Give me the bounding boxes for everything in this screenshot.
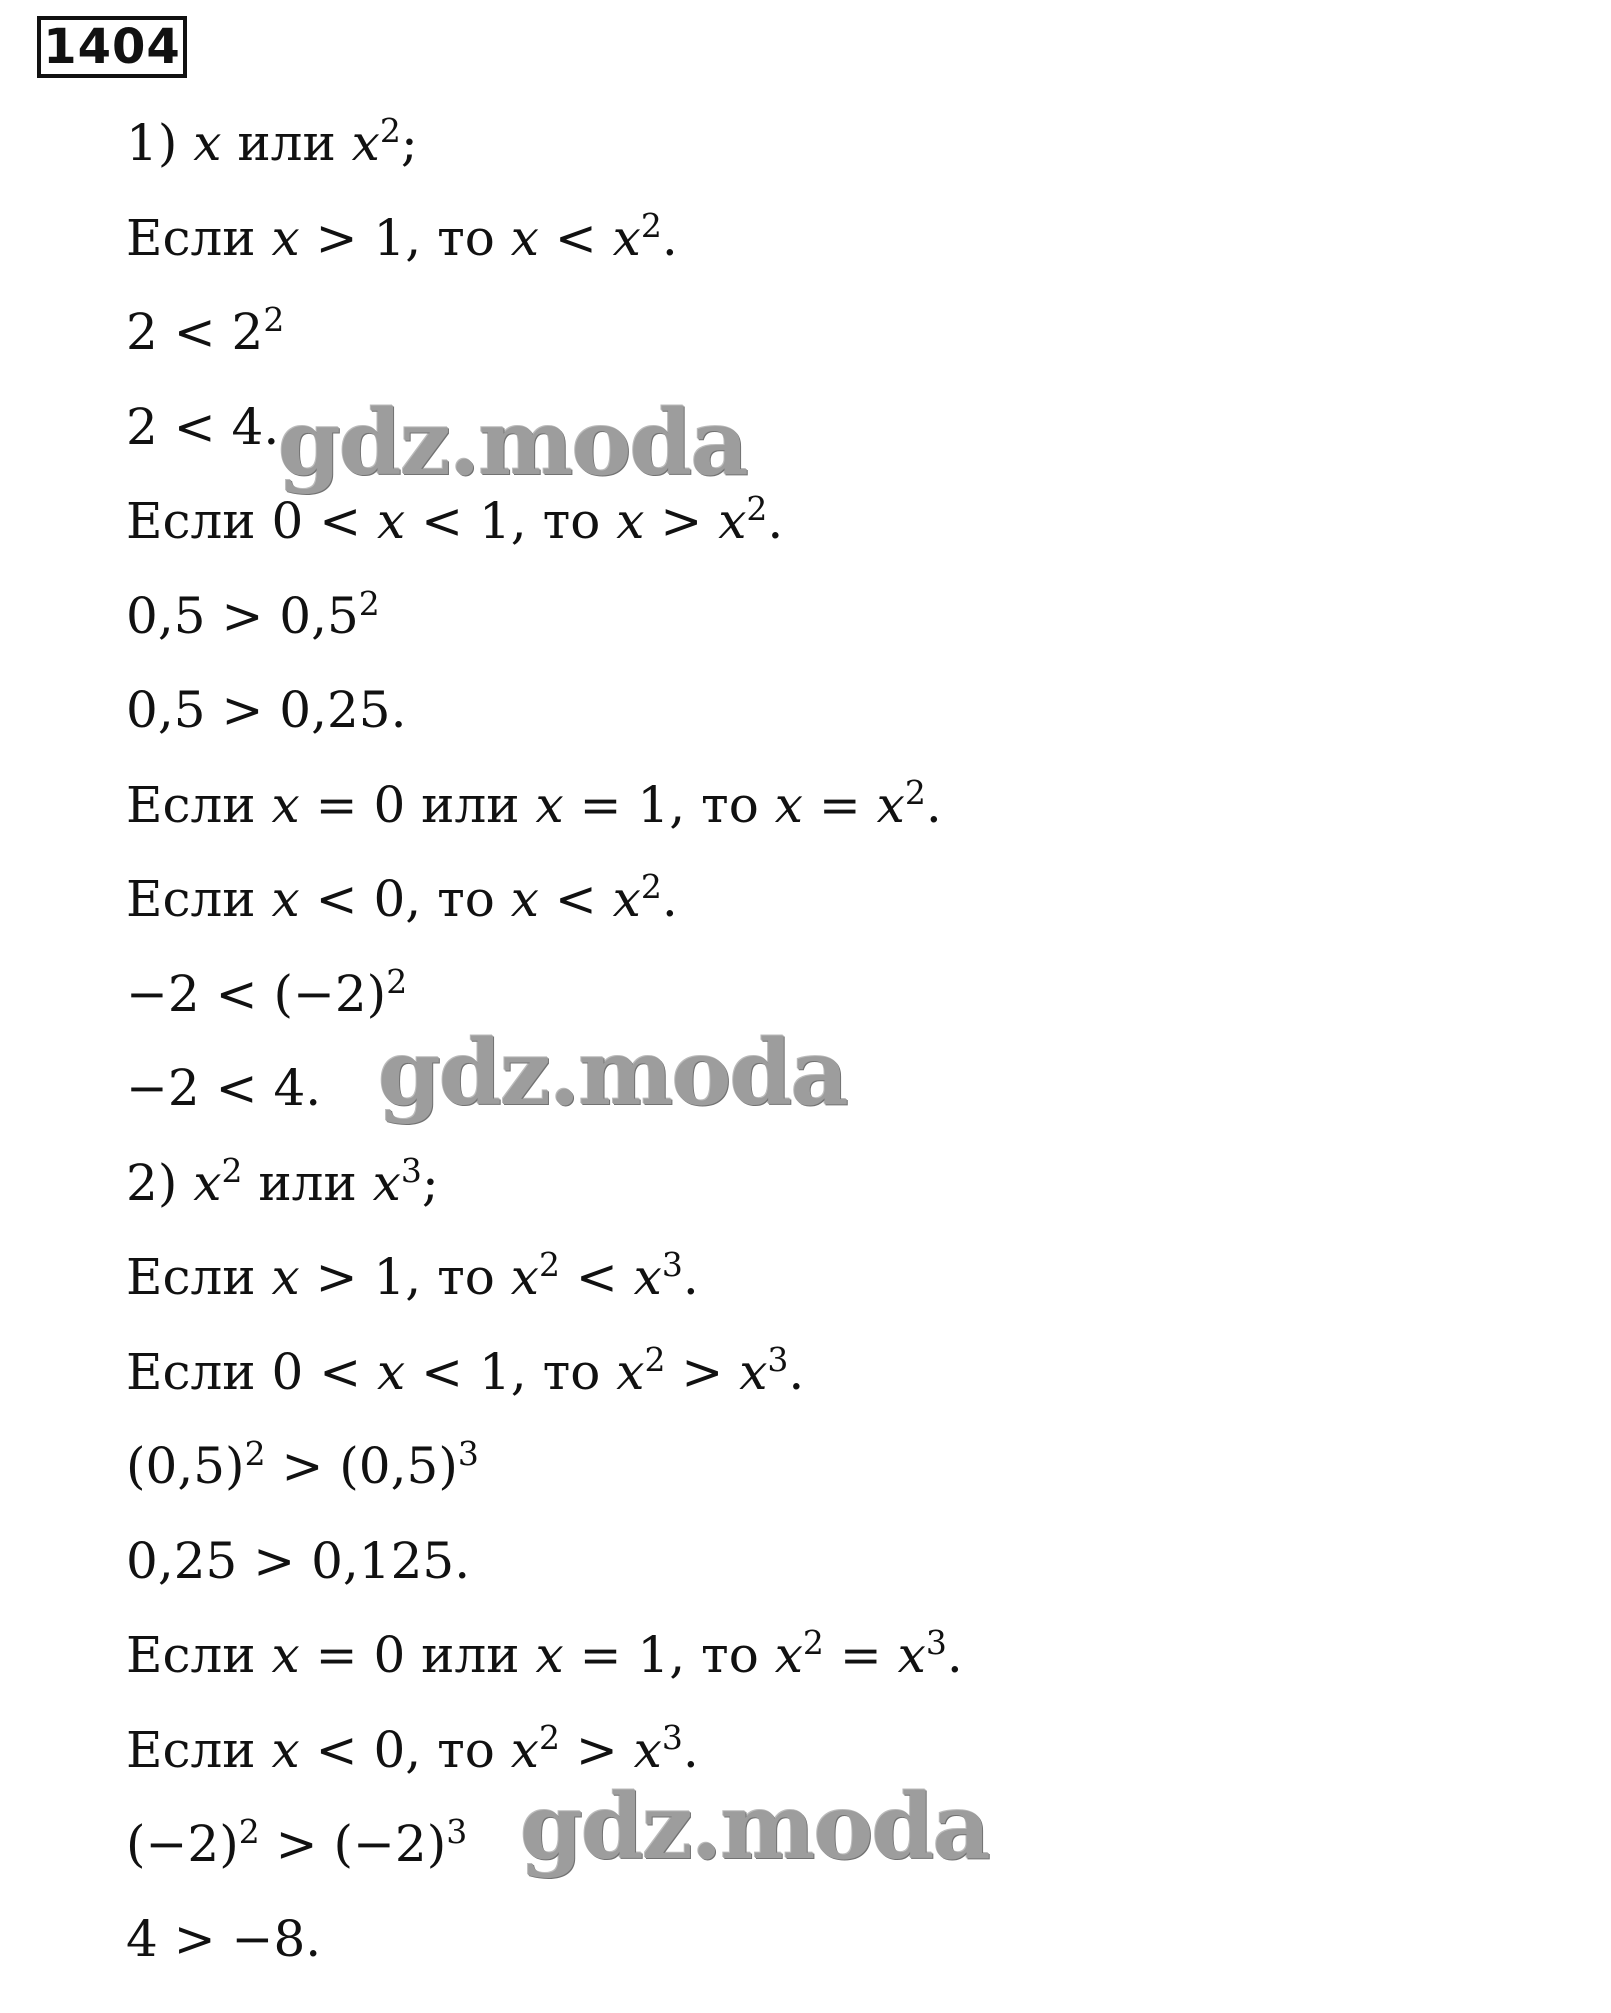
solution-line: Если x < 0, то $x^2 > x^3$. (126, 1717, 699, 1779)
solution-line: $(-2)^2 > (-2)^3$ (126, 1811, 468, 1873)
watermark: gdz.moda (520, 1774, 989, 1880)
solution-line: Если 0 < x < 1, то $x^2 > x^3$. (126, 1339, 805, 1401)
solution-line: 4 > −8. (126, 1910, 322, 1968)
solution-line: 1) x или $x^2$; (126, 110, 418, 172)
solution-line: Если x < 0, то $x < x^2$. (126, 866, 678, 928)
solution-line: Если x > 1, то $x^2 < x^3$. (126, 1244, 699, 1306)
solution-line: 2) $x^2$ или $x^3$; (126, 1150, 439, 1212)
solution-line: Если x > 1, то $x < x^2$. (126, 205, 678, 267)
solution-line: Если 0 < x < 1, то $x > x^2$. (126, 488, 784, 550)
watermark: gdz.moda (278, 390, 747, 496)
watermark: gdz.moda (378, 1020, 847, 1126)
solution-line: −2 < 4. (126, 1059, 322, 1117)
solution-line: $0,5 > 0,5^2$ (126, 583, 380, 645)
solution-line: $2 < 2^2$ (126, 299, 285, 361)
solution-line: $(0,5)^2 > (0,5)^3$ (126, 1433, 479, 1495)
solution-line: 0,5 > 0,25. (126, 681, 407, 739)
problem-number: 1404 (37, 16, 187, 78)
solution-line: 2 < 4. (126, 398, 280, 456)
solution-line: Если x = 0 или x = 1, то $x^2 = x^3$. (126, 1622, 963, 1684)
solution-line: $-2 < (-2)^2$ (126, 961, 408, 1023)
solution-line: 0,25 > 0,125. (126, 1532, 471, 1590)
solution-line: Если x = 0 или x = 1, то $x = x^2$. (126, 772, 942, 834)
